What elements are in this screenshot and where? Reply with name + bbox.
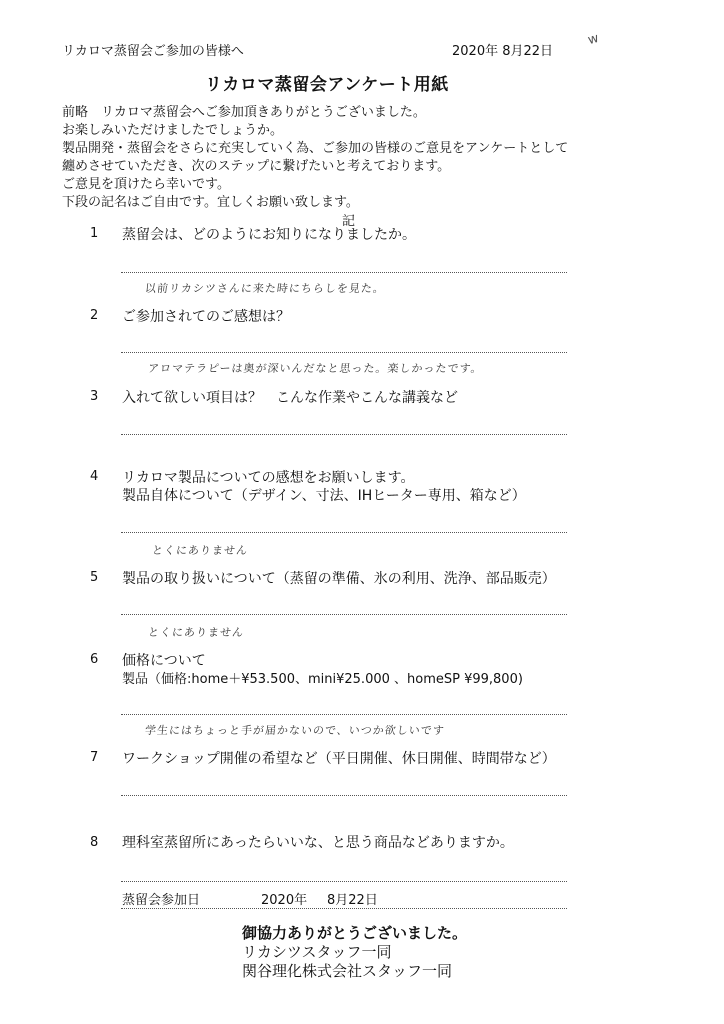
intro-line: お楽しみいただけましたでしょうか。 (62, 123, 284, 138)
question-text: リカロマ製品についての感想をお願いします。 (122, 470, 415, 486)
intro-line: ご意見を頂けたら幸いです。 (62, 177, 230, 192)
question-number: 4 (90, 469, 99, 484)
answer-line (121, 908, 567, 909)
question-number: 7 (90, 750, 99, 765)
question-text: ご参加されてのご感想は？ (122, 309, 290, 325)
answer-line (121, 352, 567, 353)
question-number: 3 (90, 389, 99, 404)
answer-line (121, 714, 567, 715)
question-number: 5 (90, 570, 99, 585)
intro-line: 纏めさせていただき、次のステップに繋げたいと考えております。 (62, 159, 451, 174)
intro-line: 下段の記名はご自由です。宜しくお願い致します。 (62, 195, 359, 210)
answer-line (121, 614, 567, 615)
attendance-date: 8月22日 (327, 893, 378, 908)
closing-staff-line: リカシツスタッフ一同 (242, 943, 392, 961)
question-number: 1 (90, 226, 99, 241)
page-title: リカロマ蒸留会アンケート用紙 (205, 75, 449, 95)
answer-line (121, 532, 567, 533)
answer-line (121, 795, 567, 796)
question-text: 製品の取り扱いについて（蒸留の準備、氷の利用、洗浄、部品販売） (122, 571, 556, 587)
question-number: 6 (90, 652, 99, 667)
question-text: 価格について (122, 653, 206, 669)
handwritten-answer: 以前リカシツさんに来た時にちらしを見た。 (144, 282, 386, 295)
closing-company-line: 関谷理化株式会社スタッフ一同 (242, 962, 453, 980)
answer-line (121, 434, 567, 435)
closing-thanks (242, 922, 467, 943)
intro-line: 製品開発・蒸留会をさらに充実していく為、ご参加の皆様のご意見をアンケートとして (62, 141, 569, 156)
question-text: ワークショップ開催の希望など（平日開催、休日開催、時間帯など） (122, 751, 556, 767)
ki-mark: 記 (342, 214, 356, 229)
handwritten-answer: とくにありません (151, 544, 249, 557)
handwritten-answer: とくにありません (147, 626, 245, 639)
intro-line: 前略 リカロマ蒸留会へご参加頂きありがとうございました。 (62, 105, 426, 120)
attendance-label: 蒸留会参加日 (122, 893, 201, 908)
answer-line (121, 881, 567, 882)
question-number: 8 (90, 835, 99, 850)
corner-mark: w (586, 30, 601, 49)
recipient-line: リカロマ蒸留会ご参加の皆様へ (62, 44, 244, 59)
question-number: 2 (90, 308, 99, 323)
question-subtext: 製品自体について（デザイン、寸法、IHヒーター専用、箱など） (122, 488, 526, 504)
question-text: 理科室蒸留所にあったらいいな、と思う商品などありますか。 (122, 835, 514, 851)
answer-line (121, 272, 567, 273)
handwritten-answer: アロマテラピーは奥が深いんだなと思った。楽しかったです。 (147, 362, 484, 375)
question-subtext: 製品（価格:home＋¥53.500、mini¥25.000 、homeSP ¥99,800) (122, 672, 523, 687)
question-text: 蒸留会は、どのようにお知りになりましたか。 (122, 227, 416, 243)
question-text: 入れて欲しい項目は？ こんな作業やこんな講義など (122, 390, 458, 406)
header-date: 2020年 8月22日 (452, 44, 554, 59)
handwritten-answer: 学生にはちょっと手が届かないので、いつか欲しいです (144, 724, 446, 737)
attendance-year: 2020年 (261, 893, 308, 908)
closing-thanks-text: 御協力ありがとうございました。 (242, 924, 468, 942)
